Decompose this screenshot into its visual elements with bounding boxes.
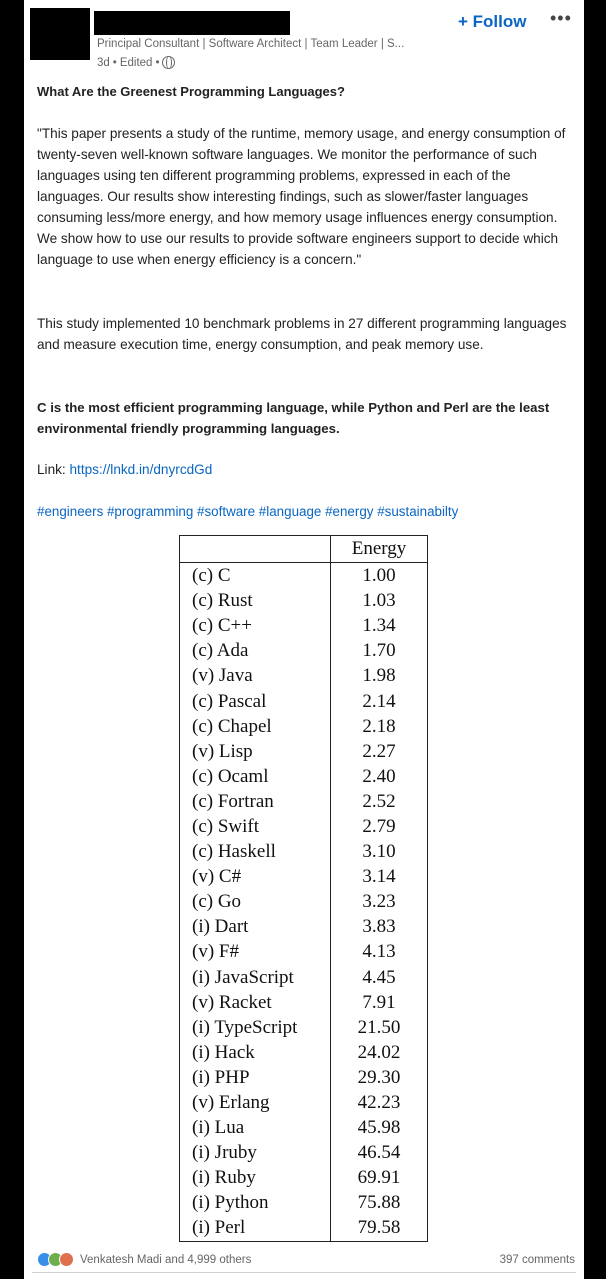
language-cell: (c) Chapel (180, 714, 331, 739)
energy-table (179, 535, 428, 1242)
table-row (180, 613, 428, 638)
table-row (180, 1165, 428, 1190)
energy-cell: 2.79 (362, 815, 396, 837)
author-headline: Principal Consultant | Software Architect | Team Leader | S... (97, 38, 405, 50)
follow-button[interactable]: + Follow (458, 12, 527, 31)
table-header-language (180, 536, 331, 563)
language-cell: (v) Java (180, 663, 331, 688)
table-row (180, 1040, 428, 1065)
language-cell: (i) Lua (180, 1115, 331, 1140)
edited-label: Edited (119, 56, 153, 69)
energy-cell: 3.14 (362, 866, 396, 888)
language-cell: (i) Jruby (180, 1140, 331, 1165)
table-row (180, 839, 428, 864)
energy-cell: 75.88 (357, 1192, 401, 1214)
energy-cell: 79.58 (357, 1217, 401, 1239)
table-header-row (180, 536, 428, 563)
energy-cell: 69.91 (357, 1167, 401, 1189)
table-row (180, 663, 428, 688)
energy-cell: 1.98 (362, 665, 396, 687)
language-cell: (c) Fortran (180, 789, 331, 814)
energy-cell: 3.10 (362, 841, 396, 863)
table-body (180, 563, 428, 1242)
post-title: What Are the Greenest Programming Languages? (37, 84, 345, 99)
energy-cell: 21.50 (357, 1016, 401, 1038)
language-cell: (c) Pascal (180, 688, 331, 713)
language-cell: (i) PHP (180, 1065, 331, 1090)
language-cell: (i) Dart (180, 914, 331, 939)
energy-cell: 1.00 (362, 565, 396, 587)
language-cell: (i) JavaScript (180, 965, 331, 990)
energy-cell: 2.52 (362, 790, 396, 812)
energy-cell: 1.34 (362, 615, 396, 637)
post-meta (97, 56, 175, 69)
language-cell: (i) Ruby (180, 1165, 331, 1190)
energy-cell: 42.23 (357, 1092, 401, 1114)
language-cell: (i) Perl (180, 1215, 331, 1241)
energy-cell: 46.54 (357, 1142, 401, 1164)
language-cell: (v) Racket (180, 990, 331, 1015)
table-row (180, 864, 428, 889)
table-header-energy: Energy (331, 536, 428, 563)
energy-cell: 3.23 (362, 891, 396, 913)
language-cell: (v) F# (180, 939, 331, 964)
language-cell: (c) Ocaml (180, 764, 331, 789)
comments-count[interactable]: 397 comments (499, 1253, 575, 1266)
table-row (180, 1115, 428, 1140)
post-study: This study implemented 10 benchmark problems in 27 different programming languages and measure execution time, energy consumption, and peak memory use. (37, 316, 567, 352)
energy-cell: 29.30 (357, 1066, 401, 1088)
post-link[interactable]: https://lnkd.in/dnyrcdGd (69, 462, 213, 477)
table-row (180, 814, 428, 839)
energy-cell: 3.83 (362, 916, 396, 938)
energy-cell: 2.18 (362, 715, 396, 737)
energy-cell: 45.98 (357, 1117, 401, 1139)
language-cell: (c) C++ (180, 613, 331, 638)
energy-cell: 2.40 (362, 765, 396, 787)
table-row (180, 638, 428, 663)
language-cell: (i) Hack (180, 1040, 331, 1065)
energy-cell: 2.14 (362, 690, 396, 712)
language-cell: (c) Rust (180, 588, 331, 613)
table-row (180, 1140, 428, 1165)
table-row (180, 939, 428, 964)
energy-cell: 7.91 (362, 991, 396, 1013)
table-row (180, 739, 428, 764)
meta-separator: • (155, 56, 160, 69)
reaction-icons[interactable] (37, 1252, 70, 1267)
table-row (180, 563, 428, 589)
post-conclusion: C is the most efficient programming language, while Python and Perl are the least environmental friendly programming languages. (37, 400, 550, 436)
energy-cell: 2.27 (362, 740, 396, 762)
avatar-redacted[interactable] (30, 8, 90, 60)
table-row (180, 889, 428, 914)
language-cell: (c) C (180, 563, 331, 589)
globe-icon (162, 56, 175, 69)
post-link-line (37, 459, 577, 480)
table-row (180, 1190, 428, 1215)
post-card (24, 0, 584, 1279)
table-row (180, 588, 428, 613)
language-cell: (v) Erlang (180, 1090, 331, 1115)
language-cell: (v) C# (180, 864, 331, 889)
table-row (180, 914, 428, 939)
table-row (180, 1015, 428, 1040)
energy-cell: 4.45 (362, 966, 396, 988)
language-cell: (c) Ada (180, 638, 331, 663)
more-options-icon[interactable]: ••• (550, 8, 572, 28)
post-time: 3d (97, 56, 110, 69)
table-row (180, 965, 428, 990)
post-hashtags[interactable]: #engineers #programming #software #language #energy #sustainabilty (37, 504, 459, 519)
table-row (180, 714, 428, 739)
author-name-redacted[interactable] (94, 11, 290, 35)
language-cell: (c) Swift (180, 814, 331, 839)
language-cell: (v) Lisp (180, 739, 331, 764)
language-cell: (i) TypeScript (180, 1015, 331, 1040)
table-row (180, 1215, 428, 1241)
social-counts (37, 1252, 575, 1267)
love-icon (59, 1252, 74, 1267)
energy-cell: 24.02 (357, 1041, 401, 1063)
meta-separator: • (112, 56, 117, 69)
energy-cell: 1.03 (362, 590, 396, 612)
table-row (180, 1065, 428, 1090)
table-row (180, 1090, 428, 1115)
table-row (180, 688, 428, 713)
language-cell: (i) Python (180, 1190, 331, 1215)
divider (32, 1272, 576, 1273)
table-row (180, 789, 428, 814)
language-cell: (c) Haskell (180, 839, 331, 864)
post-quote: "This paper presents a study of the runtime, memory usage, and energy consumption of twenty-seven well-known software languages. We monitor the performance of such languages using ten different programming problems, expressed in each of the languages. Our results show interesting findings, such as slower/faster languages consuming less/more energy, and how memory usage influences energy consumption. We show how to use our results to provide software engineers support to decide which language to use when energy efficiency is a concern." (37, 126, 566, 267)
table-row (180, 764, 428, 789)
energy-cell: 1.70 (362, 640, 396, 662)
table-row (180, 990, 428, 1015)
language-cell: (c) Go (180, 889, 331, 914)
reactions-text[interactable]: Venkatesh Madi and 4,999 others (80, 1253, 252, 1266)
link-prefix: Link: (37, 462, 70, 477)
energy-cell: 4.13 (362, 941, 396, 963)
